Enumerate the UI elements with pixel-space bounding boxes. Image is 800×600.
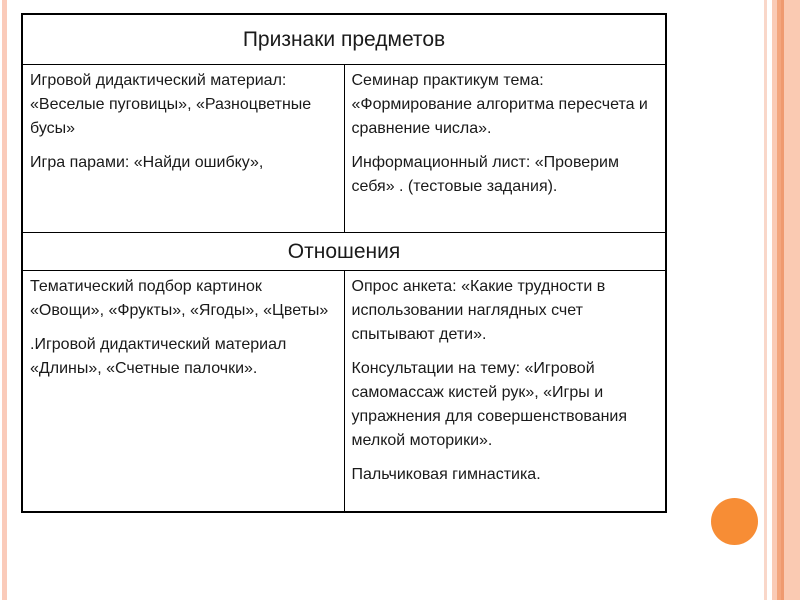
content-table (21, 13, 667, 513)
paragraph: Игра парами: «Найди ошибку», (30, 154, 264, 171)
cell-relations-left (22, 271, 344, 513)
cell-relations-right (344, 271, 666, 513)
paragraph: Опрос анкета: «Какие трудности в использовании наглядных счет спытывают дети». (351, 278, 606, 343)
paragraph: Тематический подбор картинок «Овощи», «Фрукты», «Ягоды», «Цветы» (30, 278, 329, 319)
section-header-object-features: Признаки предметов (22, 14, 666, 65)
table-row (22, 65, 666, 233)
cell-features-left (22, 65, 344, 233)
right-accent-stripe-5 (784, 0, 800, 600)
paragraph: Семинар практикум тема: «Формирование алгоритма пересчета и сравнение числа». (351, 72, 648, 137)
table-row (22, 271, 666, 513)
paragraph: Консультации на тему: «Игровой самомассаж кистей рук», «Игры и упражнения для совершенствования мелкой моторики». (351, 360, 628, 449)
section-header-relations: Отношения (22, 233, 666, 271)
paragraph: Игровой дидактический материал: «Веселые пуговицы», «Разноцветные бусы» (30, 72, 312, 137)
table-row (22, 233, 666, 271)
table-row (22, 14, 666, 65)
paragraph: .Игровой дидактический материал «Длины», «Счетные палочки». (30, 336, 287, 377)
paragraph: Пальчиковая гимнастика. (351, 466, 541, 483)
left-accent-stripe (2, 0, 7, 600)
right-accent-stripe-1 (764, 0, 767, 600)
paragraph: Информационный лист: «Проверим себя» . (тестовые задания). (351, 154, 619, 195)
orange-circle-decoration (711, 498, 758, 545)
cell-features-right (344, 65, 666, 233)
